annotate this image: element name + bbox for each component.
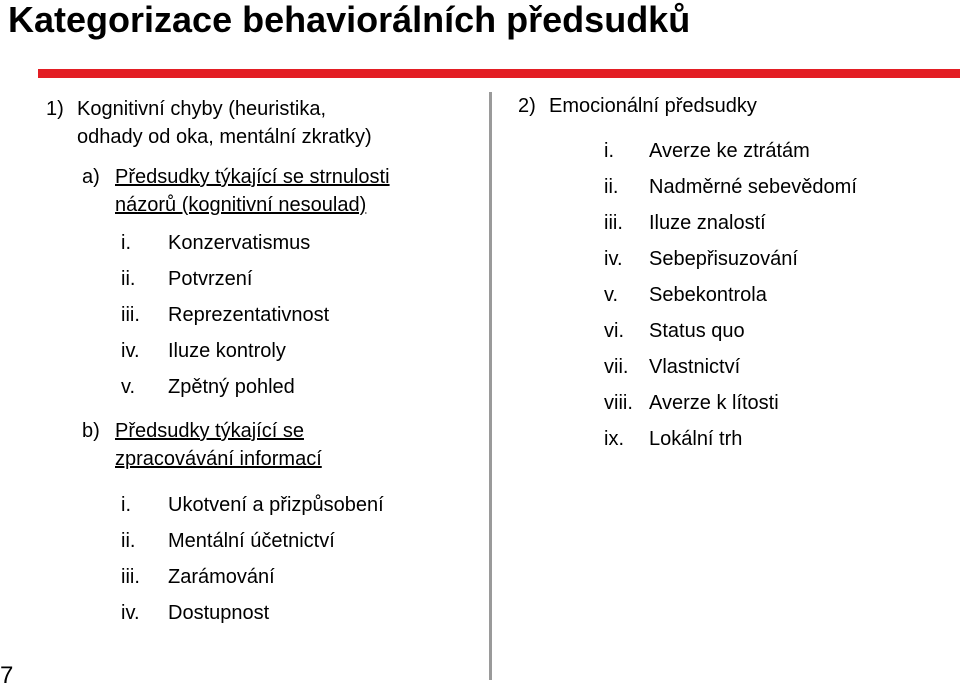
page-number: 7 — [0, 662, 14, 689]
section-heading-line2: odhady od oka, mentální zkratky) — [77, 126, 372, 148]
item-number: iii. — [121, 304, 140, 326]
subsection-heading-line1: Předsudky týkající se — [115, 420, 304, 442]
subsection-a-list — [121, 225, 476, 405]
section-cognitive-errors — [46, 95, 476, 151]
item-number: iv. — [121, 340, 140, 362]
item-text: Lokální trh — [649, 428, 743, 450]
column-divider — [489, 92, 492, 680]
list-item — [604, 133, 948, 169]
item-text: Sebepřisuzování — [649, 248, 798, 270]
item-text: Sebekontrola — [649, 284, 767, 306]
item-text: Iluze znalostí — [649, 212, 766, 234]
item-number: i. — [121, 494, 131, 516]
subsection-heading-line2: názorů (kognitivní nesoulad) — [115, 194, 367, 216]
list-item — [121, 487, 476, 523]
subsection-label: a) — [82, 166, 100, 188]
subsection-b — [82, 417, 476, 473]
list-item — [604, 385, 948, 421]
list-item — [604, 277, 948, 313]
item-text: Averze k lítosti — [649, 392, 779, 414]
list-item — [121, 261, 476, 297]
item-text: Potvrzení — [168, 268, 253, 290]
list-item — [604, 169, 948, 205]
section-heading-line1: Kognitivní chyby (heuristika, — [77, 98, 327, 120]
item-number: v. — [121, 376, 136, 398]
subsection-label: b) — [82, 420, 100, 442]
item-number: ix. — [604, 428, 624, 450]
right-column — [518, 92, 948, 457]
item-number: ii. — [121, 268, 136, 290]
list-item — [121, 225, 476, 261]
section-heading — [77, 95, 372, 151]
item-text: Status quo — [649, 320, 745, 342]
title-accent-bar — [38, 69, 960, 78]
item-text: Averze ke ztrátám — [649, 140, 810, 162]
list-item — [121, 369, 476, 405]
list-item — [121, 333, 476, 369]
subsection-heading-line1: Předsudky týkající se strnulosti — [115, 166, 390, 188]
item-text: Iluze kontroly — [168, 340, 286, 362]
page-title: Kategorizace behaviorálních předsudků — [8, 0, 691, 40]
item-text: Ukotvení a přizpůsobení — [168, 494, 384, 516]
item-number: ii. — [604, 176, 619, 198]
list-item — [121, 595, 476, 631]
item-text: Konzervatismus — [168, 232, 311, 254]
item-number: iii. — [604, 212, 623, 234]
section-number: 1) — [46, 98, 64, 120]
left-column — [46, 95, 476, 631]
list-item — [604, 349, 948, 385]
item-number: vii. — [604, 356, 629, 378]
item-number: i. — [121, 232, 131, 254]
section-number: 2) — [518, 95, 536, 117]
item-number: vi. — [604, 320, 624, 342]
list-item — [604, 313, 948, 349]
item-text: Vlastnictví — [649, 356, 741, 378]
list-item — [604, 421, 948, 457]
item-text: Reprezentativnost — [168, 304, 330, 326]
item-number: iii. — [121, 566, 140, 588]
section-emotional-biases — [518, 92, 948, 120]
list-item — [121, 523, 476, 559]
item-text: Zarámování — [168, 566, 275, 588]
item-number: ii. — [121, 530, 136, 552]
subsection-heading — [115, 163, 390, 219]
section-heading: Emocionální předsudky — [549, 95, 757, 117]
emotional-biases-list — [604, 133, 948, 457]
list-item — [121, 297, 476, 333]
list-item — [121, 559, 476, 595]
list-item — [604, 241, 948, 277]
item-number: v. — [604, 284, 619, 306]
item-number: i. — [604, 140, 614, 162]
item-text: Mentální účetnictví — [168, 530, 335, 552]
subsection-heading-line2: zpracovávání informací — [115, 448, 322, 470]
list-item — [604, 205, 948, 241]
subsection-heading — [115, 417, 322, 473]
item-text: Nadměrné sebevědomí — [649, 176, 857, 198]
item-text: Zpětný pohled — [168, 376, 295, 398]
subsection-b-list — [121, 487, 476, 631]
subsection-a — [82, 163, 476, 219]
item-text: Dostupnost — [168, 602, 270, 624]
item-number: iv. — [604, 248, 623, 270]
item-number: iv. — [121, 602, 140, 624]
item-number: viii. — [604, 392, 633, 414]
